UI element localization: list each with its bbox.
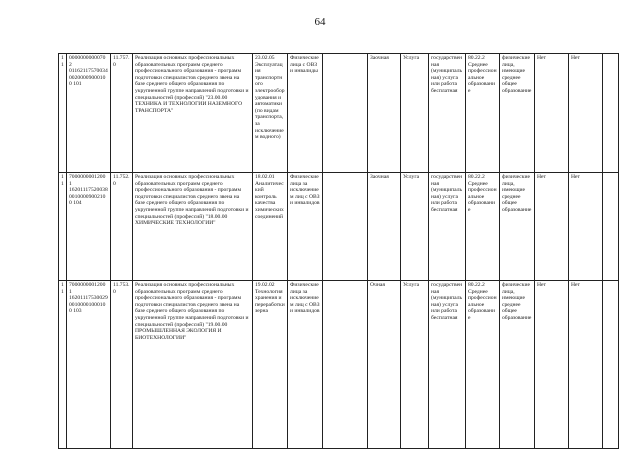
- consumers: физические лица, имеющие среднее общее образование: [500, 54, 535, 173]
- okved-code: 80.22.2 Среднее профессиональное образование: [466, 281, 500, 449]
- payment-basis: государственная (муниципальная) услуга или работа бесплатная: [429, 281, 466, 449]
- page-number: 64: [314, 16, 326, 28]
- empty-cell: [603, 281, 619, 449]
- row-index: 11: [59, 173, 67, 281]
- consumer-category: Физические лица за исключением лиц с ОВЗ и инвалидов: [288, 173, 323, 281]
- empty-cell: [323, 173, 368, 281]
- table-row: [59, 281, 619, 449]
- okved-code: 80.22.2 Среднее профессиональное образование: [466, 54, 500, 173]
- service-type: Услуга: [401, 173, 429, 281]
- registry-code: 00000000000702 01162117570034 00200009000100 101: [67, 54, 111, 173]
- payment-basis: государственная (муниципальная) услуга или работа бесплатная: [429, 54, 466, 173]
- registry-code: 70000000012001 16201117520038 00100009002100 104: [67, 173, 111, 281]
- program-description: Реализация основных профессиональных образовательных программ среднего профессионального образования - программ подготовки специалистов среднего звена на базе среднего общего образования по укрупненной группе направлений подготовки и специальностей (профессий) "23.00.00 ТЕХНИКА И ТЕХНОЛОГИИ НАЗЕМНОГО ТРАНСПОРТА": [133, 54, 253, 173]
- specialty: 18.02.01 Аналитический контроль качества химических соединений: [253, 173, 288, 281]
- empty-cell: [603, 54, 619, 173]
- registry-table: [58, 53, 619, 449]
- okved-code: 80.22.2 Среднее профессиональное образование: [466, 173, 500, 281]
- flag-no-2: Нет: [569, 281, 603, 449]
- flag-no-1: Нет: [535, 173, 569, 281]
- service-type: Услуга: [401, 281, 429, 449]
- row-index: 11: [59, 54, 67, 173]
- consumer-category: Физические лица с ОВЗ и инвалиды: [288, 54, 323, 173]
- row-index: 11: [59, 281, 67, 449]
- program-code: 11.752.0: [111, 173, 133, 281]
- study-form: Очная: [368, 281, 401, 449]
- service-type: Услуга: [401, 54, 429, 173]
- program-description: Реализация основных профессиональных образовательных программ среднего профессионального образования - программ подготовки специалистов среднего звена на базе среднего общего образования по укрупненной группе направлений подготовки и специальностей (профессий) "19.00.00 ПРОМЫШЛЕННАЯ ЭКОЛОГИЯ И БИОТЕХНОЛОГИИ": [133, 281, 253, 449]
- program-code: 11.753.0: [111, 281, 133, 449]
- empty-cell: [603, 173, 619, 281]
- specialty: 23.02.05 Эксплуатация транспортного электрооборудования и автоматики (по видам транспорта, за исключением водного): [253, 54, 288, 173]
- specialty: 19.02.02 Технология хранения и переработки зерна: [253, 281, 288, 449]
- flag-no-2: Нет: [569, 54, 603, 173]
- study-form: Заочная: [368, 54, 401, 173]
- consumers: физические лица, имеющие среднее общее образование: [500, 173, 535, 281]
- study-form: Заочная: [368, 173, 401, 281]
- table-row: [59, 173, 619, 281]
- consumer-category: Физические лица за исключением лиц с ОВЗ и инвалидов: [288, 281, 323, 449]
- payment-basis: государственная (муниципальная) услуга или работа бесплатная: [429, 173, 466, 281]
- program-description: Реализация основных профессиональных образовательных программ среднего профессионального образования - программ подготовки специалистов среднего звена на базе среднего общего образования по укрупненной группе направлений подготовки и специальностей (профессий) "18.00.00 ХИМИЧЕСКИЕ ТЕХНОЛОГИИ": [133, 173, 253, 281]
- flag-no-1: Нет: [535, 281, 569, 449]
- empty-cell: [323, 281, 368, 449]
- empty-cell: [323, 54, 368, 173]
- program-code: 11.757.0: [111, 54, 133, 173]
- consumers: физические лица, имеющие среднее общее образование: [500, 281, 535, 449]
- registry-code: 70000000012001 16201117530029 00100001000100 103: [67, 281, 111, 449]
- flag-no-2: Нет: [569, 173, 603, 281]
- flag-no-1: Нет: [535, 54, 569, 173]
- table-row: [59, 54, 619, 173]
